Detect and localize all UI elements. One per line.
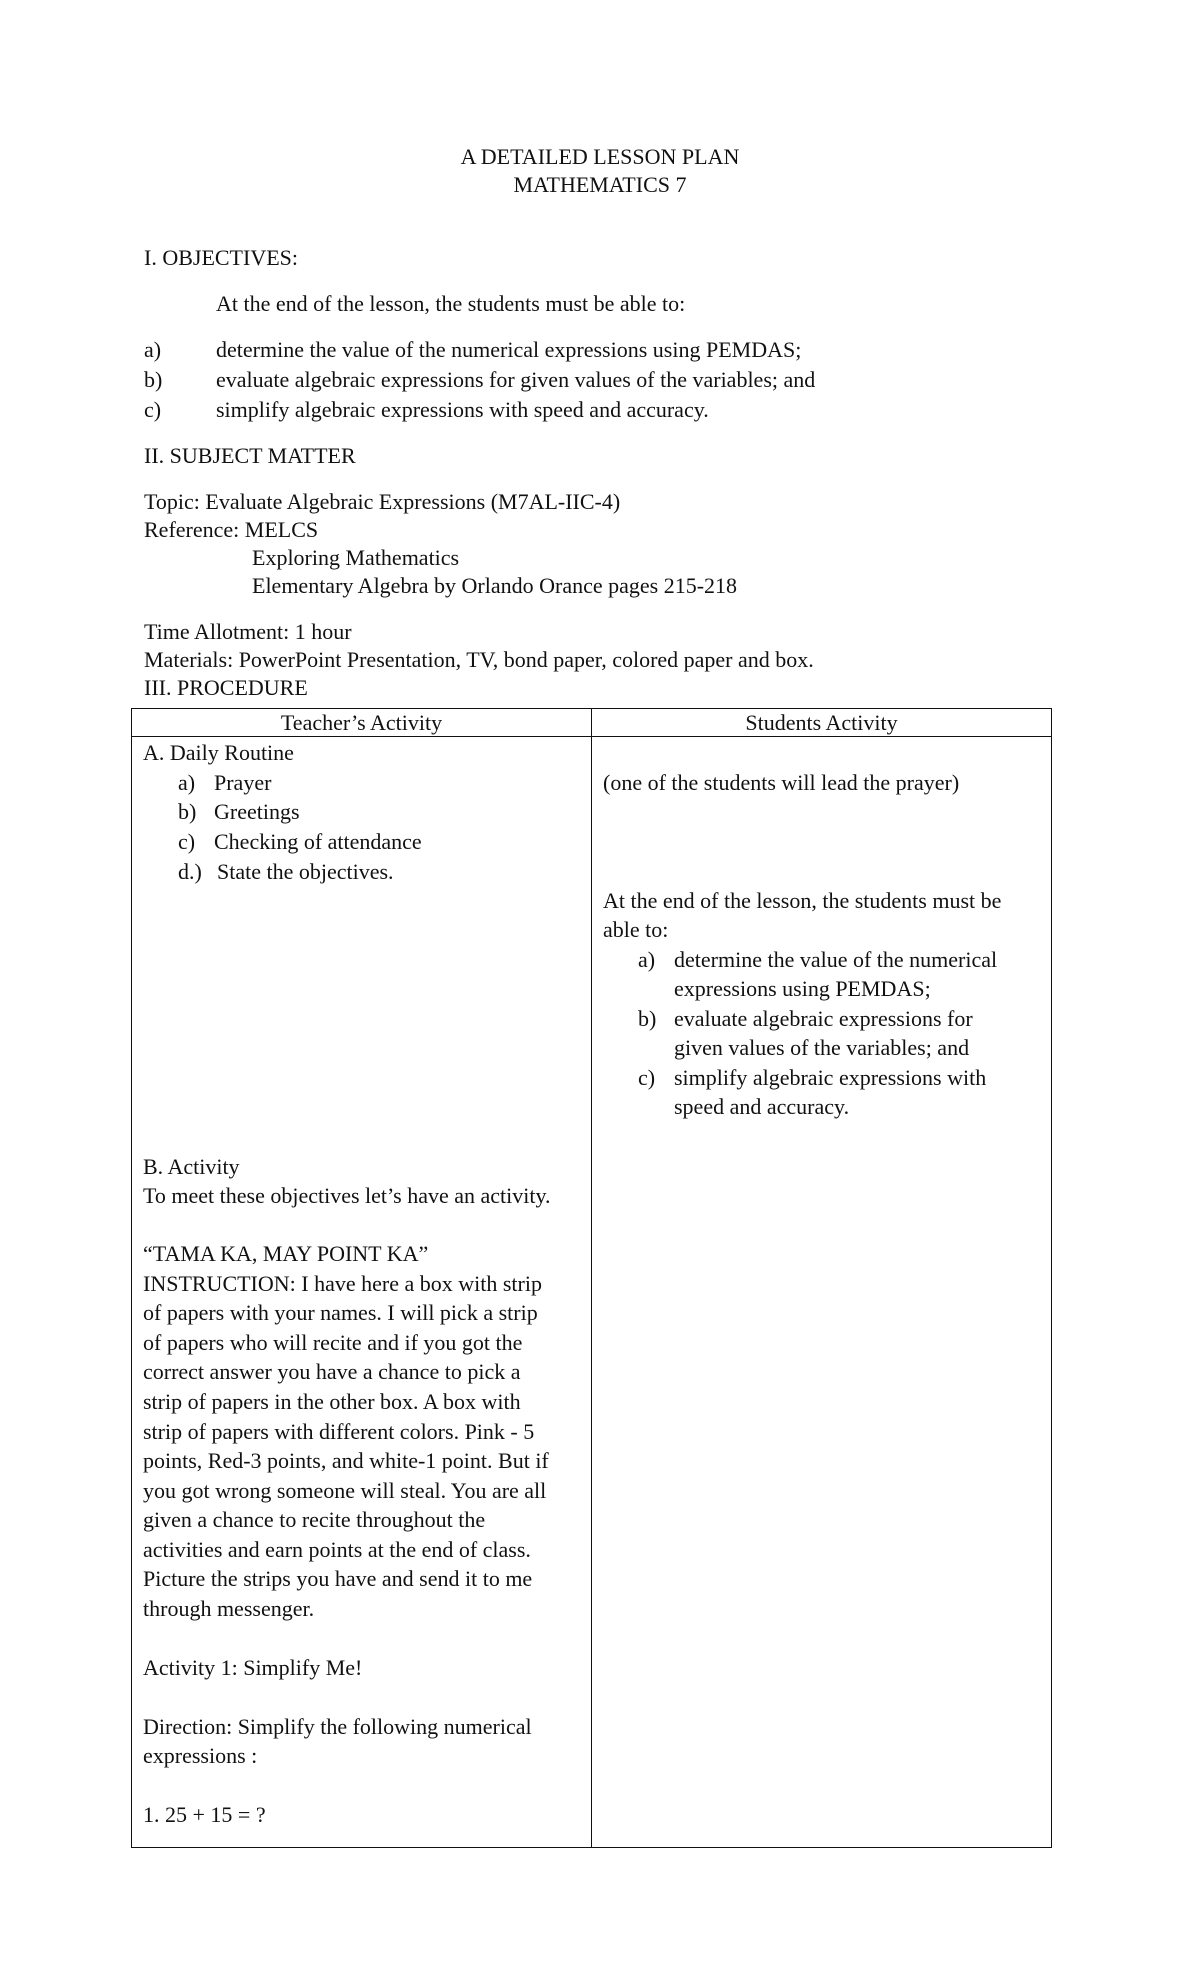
objective-letter: a) bbox=[144, 337, 162, 362]
students-objective-text: speed and accuracy. bbox=[674, 1094, 850, 1119]
teacher-activity-cell bbox=[132, 737, 592, 1848]
students-objective-text: determine the value of the numerical bbox=[674, 947, 998, 972]
routine-item: State the objectives. bbox=[217, 859, 394, 884]
document-title: A DETAILED LESSON PLAN bbox=[460, 144, 740, 169]
question-1: 1. 25 + 15 = ? bbox=[143, 1802, 266, 1827]
instruction-line: of papers who will recite and if you got the bbox=[143, 1330, 523, 1355]
routine-letter: c) bbox=[178, 829, 196, 854]
procedure-heading: III. PROCEDURE bbox=[144, 675, 308, 700]
materials-line: Materials: PowerPoint Presentation, TV, bond paper, colored paper and box. bbox=[144, 647, 814, 672]
instruction-line: strip of papers with different colors. Pink - 5 bbox=[143, 1419, 535, 1444]
students-objective-text: evaluate algebraic expressions for bbox=[674, 1006, 973, 1031]
daily-routine-heading: A. Daily Routine bbox=[143, 740, 294, 765]
students-objective-letter: a) bbox=[638, 947, 656, 972]
reference-line: Reference: MELCS bbox=[144, 517, 319, 542]
table-header-row bbox=[132, 709, 1052, 737]
routine-item: Prayer bbox=[214, 770, 272, 795]
instruction-line: you got wrong someone will steal. You are all bbox=[143, 1478, 547, 1503]
instruction-line: correct answer you have a chance to pick a bbox=[143, 1359, 521, 1384]
routine-item: Checking of attendance bbox=[214, 829, 422, 854]
students-objective-intro: At the end of the lesson, the students must be bbox=[603, 888, 1002, 913]
procedure-table bbox=[131, 708, 1052, 1848]
objective-text: evaluate algebraic expressions for given values of the variables; and bbox=[216, 367, 816, 392]
document-subtitle: MATHEMATICS 7 bbox=[513, 172, 687, 197]
objective-text: determine the value of the numerical expressions using PEMDAS; bbox=[216, 337, 802, 362]
instruction-line: activities and earn points at the end of class. bbox=[143, 1537, 531, 1562]
routine-letter: a) bbox=[178, 770, 196, 795]
reference-item: Exploring Mathematics bbox=[252, 545, 460, 570]
objective-letter: b) bbox=[144, 367, 163, 392]
objectives-intro: At the end of the lesson, the students must be able to: bbox=[216, 291, 686, 316]
objective-letter: c) bbox=[144, 397, 162, 422]
students-objective-letter: c) bbox=[638, 1065, 656, 1090]
students-objective-text: given values of the variables; and bbox=[674, 1035, 970, 1060]
students-objective-letter: b) bbox=[638, 1006, 657, 1031]
objectives-heading: I. OBJECTIVES: bbox=[144, 245, 298, 270]
direction-line: expressions : bbox=[143, 1743, 258, 1768]
activity-intro: To meet these objectives let’s have an activity. bbox=[143, 1183, 551, 1208]
students-objective-intro: able to: bbox=[603, 917, 669, 942]
table-row bbox=[132, 737, 1052, 1848]
direction-line: Direction: Simplify the following numerical bbox=[143, 1714, 532, 1739]
instruction-line: INSTRUCTION: I have here a box with strip bbox=[143, 1271, 542, 1296]
teacher-activity-header: Teacher’s Activity bbox=[132, 709, 592, 737]
prayer-response: (one of the students will lead the prayer) bbox=[603, 770, 960, 795]
students-objective-text: simplify algebraic expressions with bbox=[674, 1065, 987, 1090]
subject-matter-heading: II. SUBJECT MATTER bbox=[144, 443, 356, 468]
routine-item: Greetings bbox=[214, 799, 300, 824]
students-objective-text: expressions using PEMDAS; bbox=[674, 976, 931, 1001]
activity-heading: B. Activity bbox=[143, 1154, 240, 1179]
instruction-line: Picture the strips you have and send it to me bbox=[143, 1566, 533, 1591]
routine-letter: b) bbox=[178, 799, 197, 824]
objective-text: simplify algebraic expressions with speed and accuracy. bbox=[216, 397, 709, 422]
instruction-line: points, Red-3 points, and white-1 point. But if bbox=[143, 1448, 549, 1473]
activity1-title: Activity 1: Simplify Me! bbox=[143, 1655, 363, 1680]
time-allotment: Time Allotment: 1 hour bbox=[144, 619, 352, 644]
instruction-line: of papers with your names. I will pick a strip bbox=[143, 1300, 538, 1325]
instruction-line: strip of papers in the other box. A box with bbox=[143, 1389, 521, 1414]
instruction-line: through messenger. bbox=[143, 1596, 315, 1621]
students-activity-cell bbox=[592, 737, 1052, 1848]
routine-letter: d.) bbox=[178, 859, 202, 884]
reference-item: Elementary Algebra by Orlando Orance pages 215-218 bbox=[252, 573, 738, 598]
instruction-line: given a chance to recite throughout the bbox=[143, 1507, 486, 1532]
topic-line: Topic: Evaluate Algebraic Expressions (M7AL-IIC-4) bbox=[144, 489, 621, 514]
game-title: “TAMA KA, MAY POINT KA” bbox=[143, 1241, 429, 1266]
students-activity-header: Students Activity bbox=[592, 709, 1052, 737]
